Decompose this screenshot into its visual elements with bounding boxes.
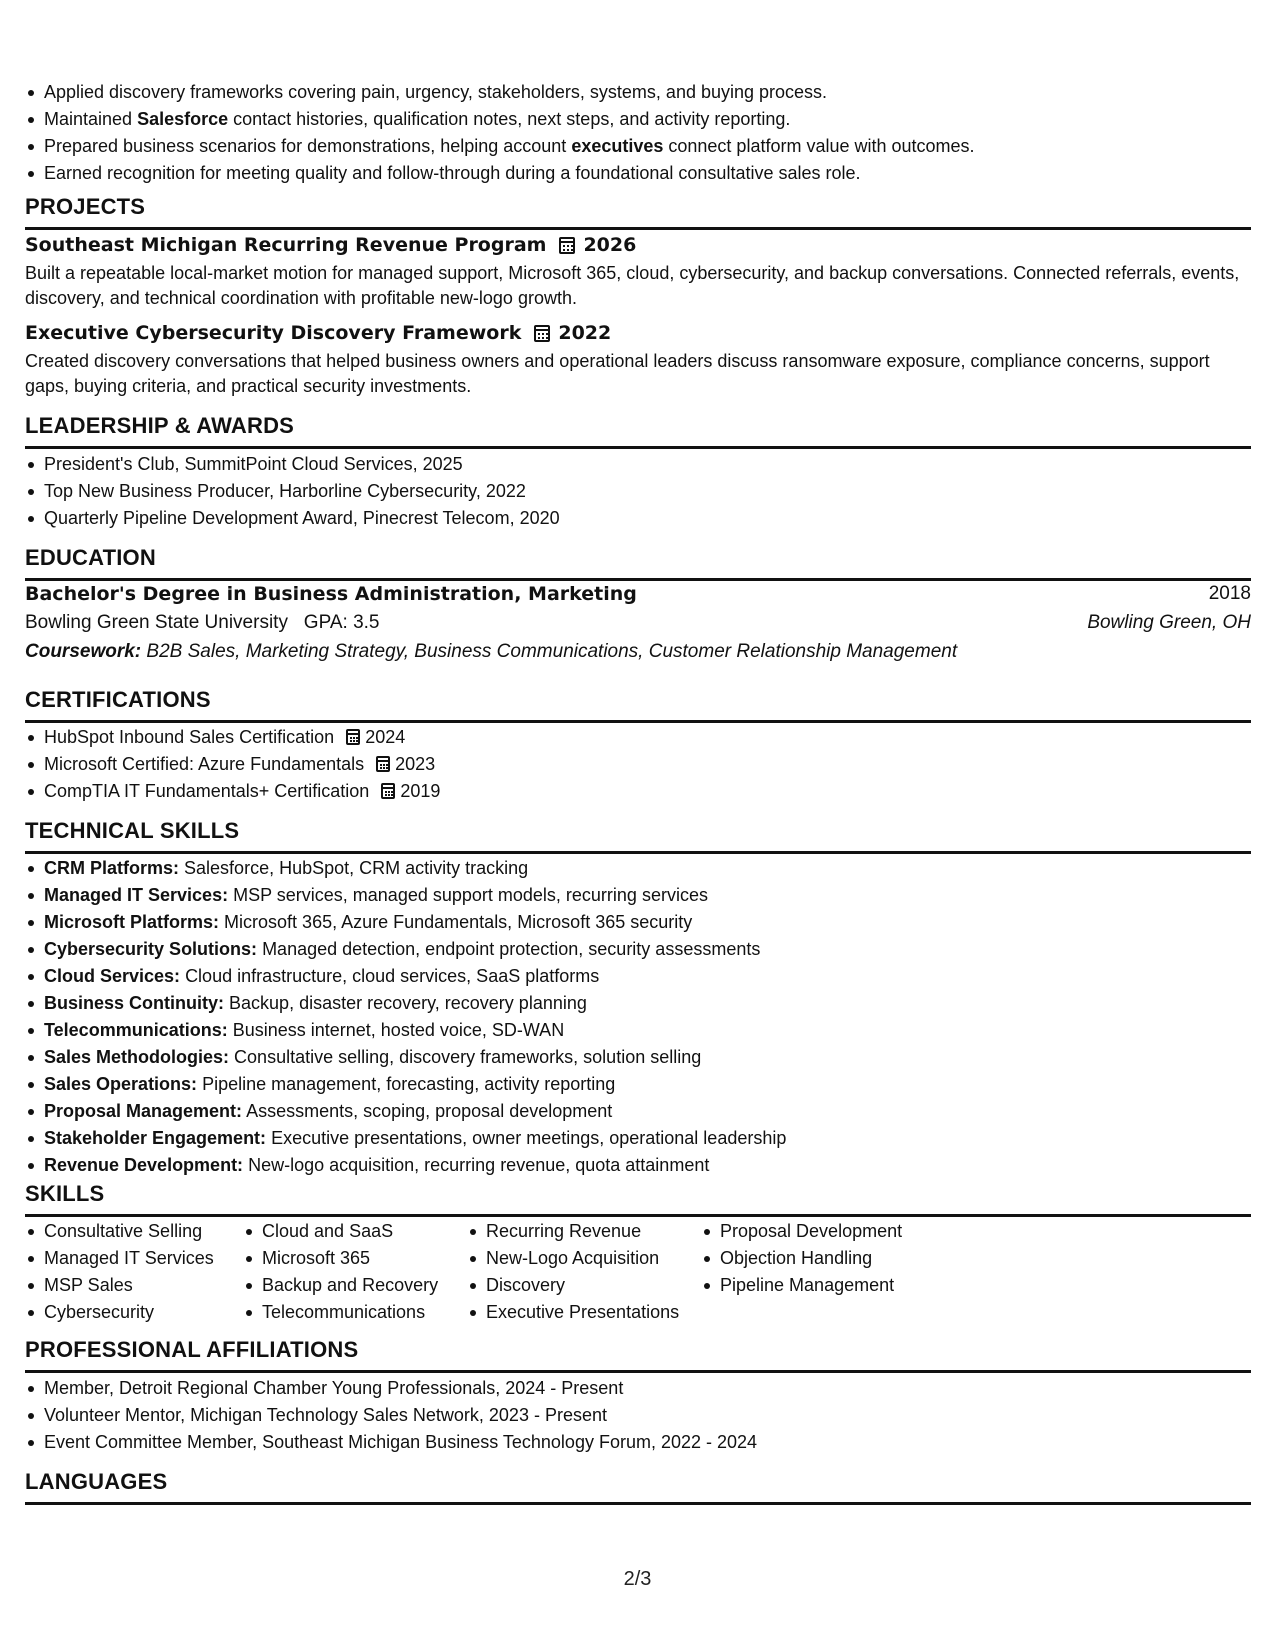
education-school-row [25,612,1251,634]
list-item: Cybersecurity [25,1299,214,1326]
list-item: Microsoft Certified: Azure Fundamentals 2023 [25,751,440,778]
project-year: 2022 [558,322,612,344]
certifications-heading: CERTIFICATIONS [25,686,1251,723]
list-item: Managed IT Services [25,1245,214,1272]
list-item: Consultative Selling [25,1218,214,1245]
list-item: New-Logo Acquisition [467,1245,679,1272]
list-item: Backup and Recovery [243,1272,438,1299]
list-item: Objection Handling [701,1245,902,1272]
technical-skills-heading: TECHNICAL SKILLS [25,817,1251,854]
list-item: Revenue Development: New-logo acquisition, recurring revenue, quota attainment [25,1152,786,1179]
list-item: Cybersecurity Solutions: Managed detection, endpoint protection, security assessments [25,936,786,963]
education-degree-row [25,583,1251,605]
page-number: 2/3 [623,1568,652,1590]
list-item: Discovery [467,1272,679,1299]
list-item: Microsoft 365 [243,1245,438,1272]
leadership-list [25,451,560,532]
list-item: Volunteer Mentor, Michigan Technology Sales Network, 2023 - Present [25,1402,757,1429]
project-description: Built a repeatable local-market motion for managed support, Microsoft 365, cloud, cybersecurity, and backup conversations. Connected referrals, events, discovery, and technical coordination with profitable new-logo growth. [25,263,1240,308]
coursework: Coursework: B2B Sales, Marketing Strategy, Business Communications, Customer Relationship Management [25,641,958,662]
project-title: Executive Cybersecurity Discovery Framework 2022 [25,322,612,344]
list-item: Telecommunications [243,1299,438,1326]
school-location: Bowling Green, OH [1087,612,1251,633]
list-item: Proposal Development [701,1218,902,1245]
list-item: Managed IT Services: MSP services, managed support models, recurring services [25,882,786,909]
project-title: Southeast Michigan Recurring Revenue Program 2026 [25,234,637,256]
skills-column [243,1218,438,1326]
list-item: Earned recognition for meeting quality and follow-through during a foundational consultative sales role. [25,160,975,187]
list-item: Microsoft Platforms: Microsoft 365, Azure Fundamentals, Microsoft 365 security [25,909,786,936]
languages-heading: LANGUAGES [25,1468,1251,1505]
list-item: CompTIA IT Fundamentals+ Certification 2019 [25,778,440,805]
list-item: President's Club, SummitPoint Cloud Services, 2025 [25,451,560,478]
list-item: Business Continuity: Backup, disaster recovery, recovery planning [25,990,786,1017]
list-item: Member, Detroit Regional Chamber Young Professionals, 2024 - Present [25,1375,757,1402]
list-item: Telecommunications: Business internet, hosted voice, SD-WAN [25,1017,786,1044]
skills-column [467,1218,679,1326]
list-item: Event Committee Member, Southeast Michigan Business Technology Forum, 2022 - 2024 [25,1429,757,1456]
certifications-list [25,724,440,805]
skills-column [701,1218,902,1299]
resume-page [25,0,1251,1650]
list-item: Maintained Salesforce contact histories, qualification notes, next steps, and activity reporting. [25,106,975,133]
leadership-heading: LEADERSHIP & AWARDS [25,412,1251,449]
list-item: Cloud Services: Cloud infrastructure, cloud services, SaaS platforms [25,963,786,990]
projects-heading: PROJECTS [25,193,1251,230]
list-item: Stakeholder Engagement: Executive presentations, owner meetings, operational leadership [25,1125,786,1152]
education-heading: EDUCATION [25,544,1251,581]
skills-heading: SKILLS [25,1180,1251,1217]
gpa: GPA: 3.5 [303,612,380,633]
calendar-icon [559,237,575,254]
list-item: Proposal Management: Assessments, scoping, proposal development [25,1098,786,1125]
calendar-icon [534,325,550,342]
list-item: Top New Business Producer, Harborline Cybersecurity, 2022 [25,478,560,505]
list-item: Pipeline Management [701,1272,902,1299]
graduation-year: 2018 [1208,583,1251,604]
list-item: Executive Presentations [467,1299,679,1326]
list-item: Sales Operations: Pipeline management, forecasting, activity reporting [25,1071,786,1098]
list-item: Cloud and SaaS [243,1218,438,1245]
degree-title: Bachelor's Degree in Business Administration, Marketing [25,583,637,605]
list-item: Recurring Revenue [467,1218,679,1245]
list-item: Sales Methodologies: Consultative selling, discovery frameworks, solution selling [25,1044,786,1071]
calendar-icon [381,783,395,799]
list-item: CRM Platforms: Salesforce, HubSpot, CRM activity tracking [25,855,786,882]
skills-column [25,1218,214,1326]
affiliations-heading: PROFESSIONAL AFFILIATIONS [25,1336,1251,1373]
school-name: Bowling Green State University GPA: 3.5 [25,612,380,633]
project-description: Created discovery conversations that helped business owners and operational leaders discuss ransomware exposure, compliance concerns, support gaps, buying criteria, and practical security investments. [25,351,1210,396]
list-item: Prepared business scenarios for demonstrations, helping account executives connect platform value with outcomes. [25,133,975,160]
calendar-icon [346,729,360,745]
list-item: Applied discovery frameworks covering pain, urgency, stakeholders, systems, and buying process. [25,79,975,106]
calendar-icon [376,756,390,772]
project-year: 2026 [583,234,637,256]
experience-bullet-list [25,79,975,187]
affiliations-list [25,1375,757,1456]
list-item: MSP Sales [25,1272,214,1299]
list-item: HubSpot Inbound Sales Certification 2024 [25,724,440,751]
education-coursework-row [25,641,1251,663]
technical-skills-list [25,855,786,1179]
list-item: Quarterly Pipeline Development Award, Pinecrest Telecom, 2020 [25,505,560,532]
